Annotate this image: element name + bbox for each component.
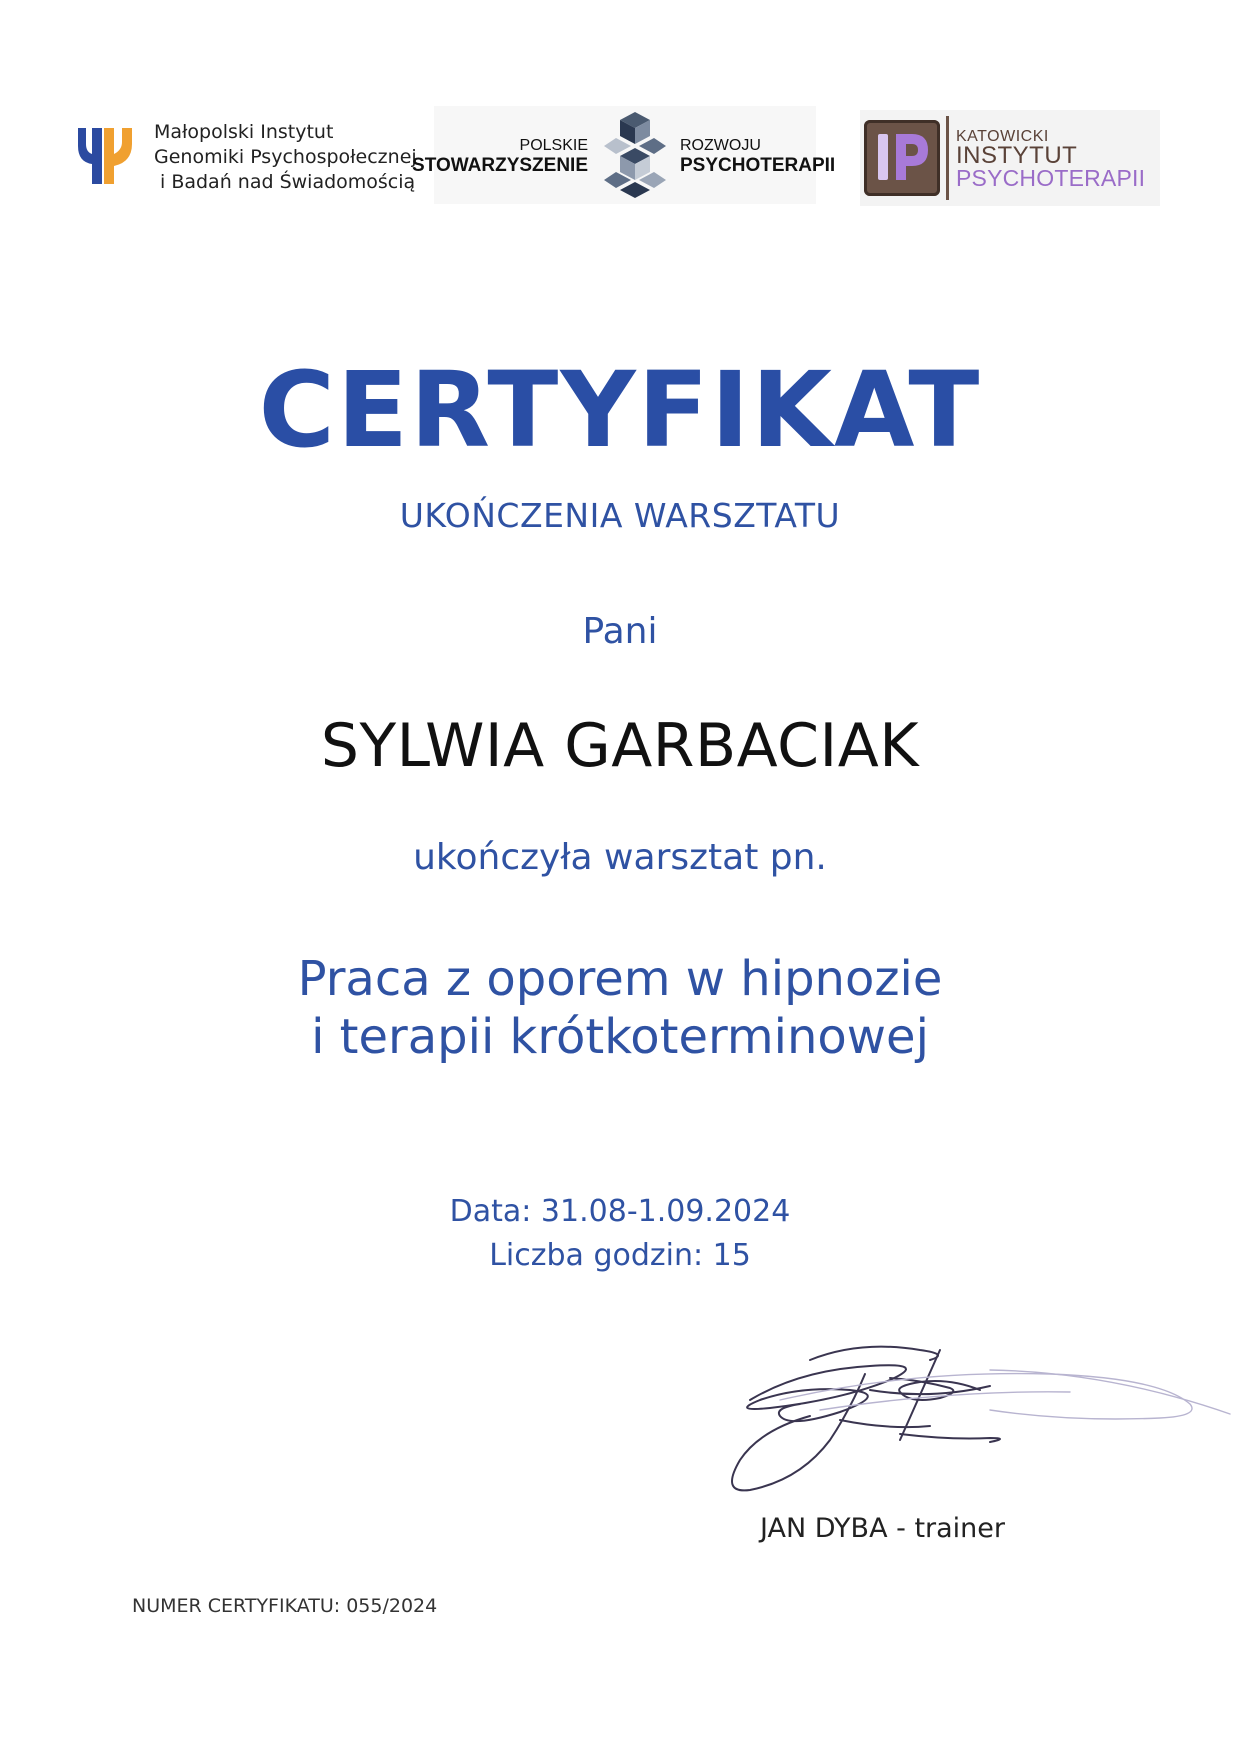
logo-katowicki-line2: INSTYTUT [956,142,1078,169]
logo-psrp-left-bottom: STOWARZYSZENIE [412,155,588,176]
logo-katowicki-instytut [860,110,1160,206]
completed-text: ukończyła warsztat pn. [413,837,827,878]
date-block [0,1190,1240,1278]
logo-malopolski-line3: i Badań nad Świadomością [160,171,416,193]
workshop-title-line2: i terapii krótkoterminowej [311,1009,929,1065]
logo-katowicki-line1: KATOWICKI [956,128,1049,145]
certificate-number: NUMER CERTYFIKATU: 055/2024 [132,1595,438,1617]
ip-mark-icon [864,120,940,196]
trainer-signature [690,1330,1240,1520]
logo-malopolski-line2: Genomiki Psychospołecznej [154,146,417,168]
certificate-subtitle: UKOŃCZENIA WARSZTATU [399,496,841,535]
logo-katowicki-line3: PSYCHOTERAPII [956,165,1146,191]
logo-psrp-right-top: ROZWOJU [680,137,761,154]
logo-polskie-stowarzyszenie [412,106,836,204]
recipient-name: SYLWIA GARBACIAK [320,711,920,781]
logo-psrp-left-top: POLSKIE [519,137,588,154]
logo-separator [946,116,949,200]
workshop-title [0,950,1240,1066]
logo-malopolski-line1: Małopolski Instytut [154,121,334,143]
cubes-logo-icon [602,110,668,200]
logo-psrp-right-bottom: PSYCHOTERAPII [680,155,836,176]
certificate-title: CERTYFIKAT [258,349,982,471]
workshop-title-line1: Praca z oporem w hipnozie [297,951,943,1007]
salutation: Pani [582,611,658,652]
workshop-hours: Liczba godzin: 15 [489,1238,751,1273]
logo-malopolski-instytut [62,118,422,198]
psi-logo-icon [62,122,142,190]
workshop-date: Data: 31.08-1.09.2024 [449,1194,791,1229]
trainer-name: JAN DYBA - trainer [760,1513,1006,1544]
